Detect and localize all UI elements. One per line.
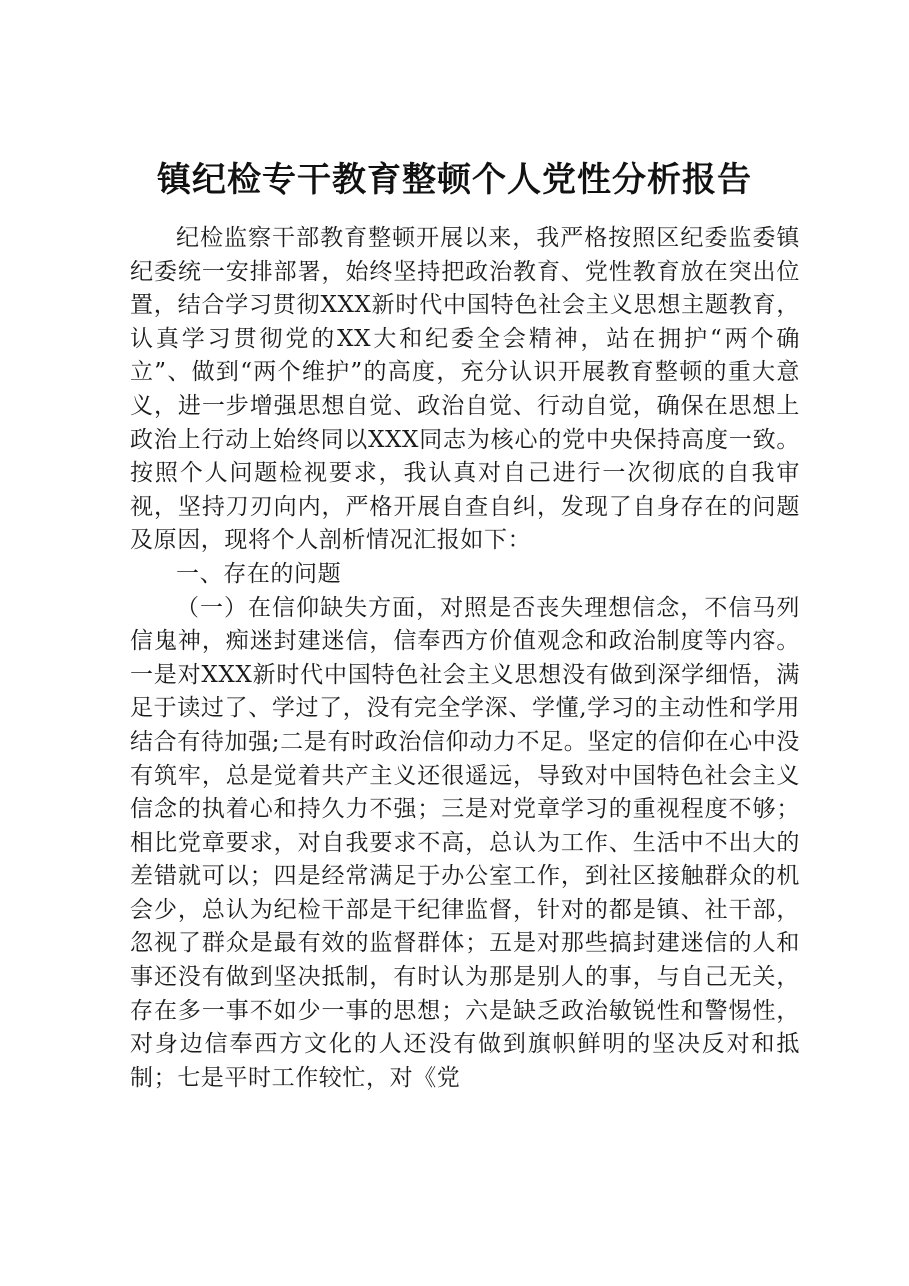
section-heading: 一、存在的问题 — [176, 560, 342, 587]
section-paragraph: （一）在信仰缺失方面，对照是否丧失理想信念，不信马列信鬼神，痴迷封建迷信，信奉西方价值观念和政治制度等内容。一是对XXX新时代中国特色社会主义思想没有做到深学细悟，满足于读过了、学过了，没有完全学深、学懂,学习的主动性和学用结合有待加强;二是有时政治信仰动力不足。坚定的信仰在心中没有筑牢，总是觉着共产主义还很遥远，导致对中国特色社会主义信念的执着心和持久力不强；三是对党章学习的重视程度不够；相比党章要求，对自我要求不高，总认为工作、生活中不出大的差错就可以；四是经常满足于办公室工作，到社区接触群众的机会少，总认为纪检干部是干纪律监督，针对的都是镇、社干部，忽视了群众是最有效的监督群体；五是对那些搞封建迷信的人和事还没有做到坚决抵制，有时认为那是别人的事，与自己无关，存在多一事不如少一事的思想；六是缺乏政治敏锐性和警惕性，对身边信奉西方文化的人还没有做到旗帜鲜明的坚决反对和抵制；七是平时工作较忙，对《党 — [130, 594, 800, 1091]
intro-paragraph: 纪检监察干部教育整顿开展以来，我严格按照区纪委监委镇纪委统一安排部署，始终坚持把政治教育、党性教育放在突出位置，结合学习贯彻XXX新时代中国特色社会主义思想主题教育，认真学习贯彻党的XX大和纪委全会精神，站在拥护“两个确立”、做到“两个维护”的高度，充分认识开展教育整顿的重大意义，进一步增强思想自觉、政治自觉、行动自觉，确保在思想上政治上行动上始终同以XXX同志为核心的党中央保持高度一致。按照个人问题检视要求，我认真对自己进行一次彻底的自我审视，坚持刀刃向内，严格开展自查自纠，发现了自身存在的问题及原因，现将个人剖析情况汇报如下： — [130, 225, 800, 554]
page-title: 镇纪检专干教育整顿个人党性分析报告 — [157, 160, 752, 200]
document-body — [130, 222, 800, 1095]
